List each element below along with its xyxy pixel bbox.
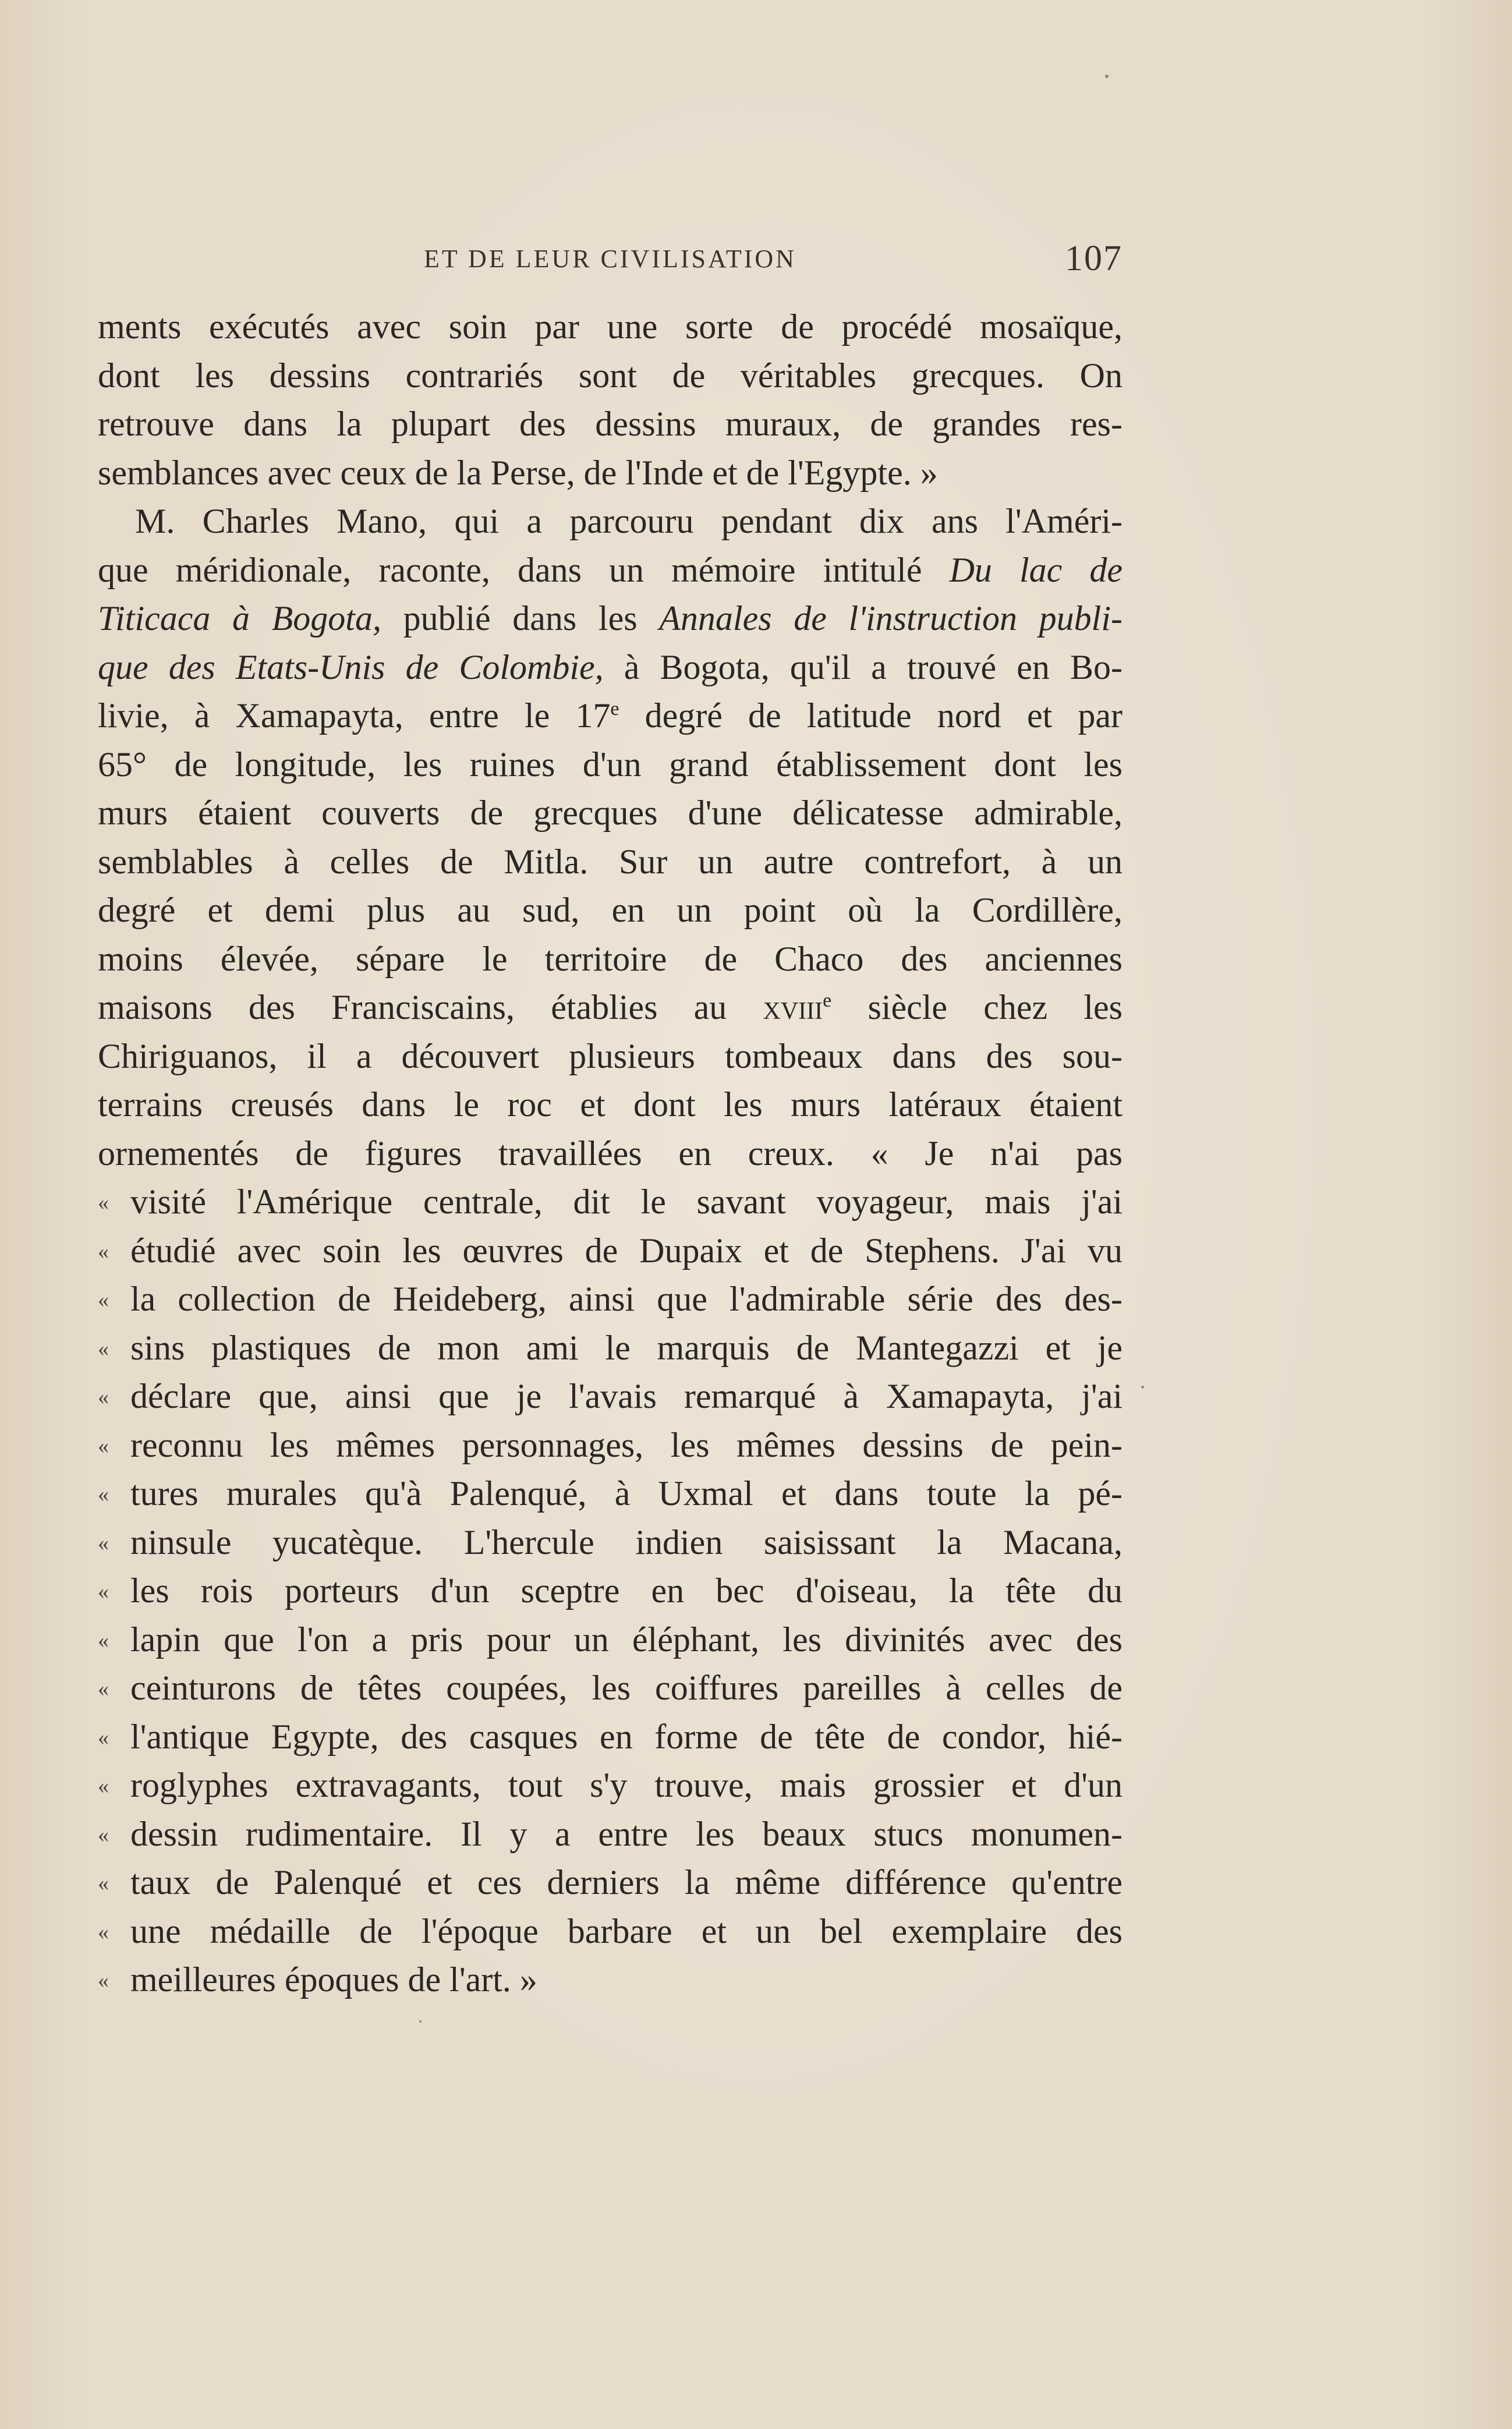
quoted-line: « visité l'Amérique centrale, dit le savant voyageur, mais j'ai <box>98 1178 1123 1227</box>
quoted-line: « meilleures époques de l'art. » <box>98 1956 1123 2005</box>
quoted-line: « reconnu les mêmes personnages, les mêmes dessins de pein- <box>98 1421 1123 1470</box>
text-line: ments exécutés avec soin par une sorte de procédé mosaïque, <box>98 307 1123 346</box>
paper-speck <box>1141 1386 1144 1389</box>
text-line: semblances avec ceux de la Perse, de l'Inde et de l'Egypte. » <box>98 453 938 492</box>
quoted-line: « ceinturons de têtes coupées, les coiffures pareilles à celles de <box>98 1664 1123 1713</box>
quote-mark: « <box>98 1628 109 1653</box>
paper-speck <box>1105 75 1109 78</box>
quote-mark: « <box>98 1580 109 1604</box>
quote-mark: « <box>98 1968 109 1993</box>
quote-mark: « <box>98 1531 109 1556</box>
text-line: maisons des Franciscains, établies au xviii$^e$ siècle chez les <box>98 988 1123 1026</box>
quoted-line: « ninsule yucatèque. L'hercule indien saisissant la Macana, <box>98 1518 1123 1567</box>
text-line: semblables à celles de Mitla. Sur un autre contrefort, à un <box>98 842 1123 881</box>
body-text <box>98 303 1123 2005</box>
quoted-line: « tures murales qu'à Palenqué, à Uxmal et dans toute la pé- <box>98 1470 1123 1518</box>
quote-mark: « <box>98 1288 109 1312</box>
quote-mark: « <box>98 1871 109 1896</box>
text-line: ornementés de figures travaillées en creux. « Je n'ai pas <box>98 1134 1123 1173</box>
text-line: dont les dessins contrariés sont de véritables grecques. On <box>98 356 1123 395</box>
text-line: terrains creusés dans le roc et dont les murs latéraux étaient <box>98 1085 1123 1124</box>
quoted-line: « lapin que l'on a pris pour un éléphant, les divinités avec des <box>98 1616 1123 1665</box>
quote-mark: « <box>98 1774 109 1798</box>
text-line: que des Etats-Unis de Colombie, à Bogota, qu'il a trouvé en Bo- <box>98 647 1123 686</box>
text-line: retrouve dans la plupart des dessins muraux, de grandes res- <box>98 405 1123 443</box>
quote-mark: « <box>98 1677 109 1701</box>
quoted-line: « dessin rudimentaire. Il y a entre les beaux stucs monumen- <box>98 1810 1123 1859</box>
running-title: ET DE LEUR CIVILISATION <box>424 245 796 273</box>
quote-mark: « <box>98 1385 109 1410</box>
text-line: degré et demi plus au sud, en un point où la Cordillère, <box>98 891 1123 929</box>
text-line: murs étaient couverts de grecques d'une délicatesse admirable, <box>98 794 1123 832</box>
text-line: moins élevée, sépare le territoire de Chaco des anciennes <box>98 939 1123 978</box>
text-line: M. Charles Mano, qui a parcouru pendant dix ans l'Améri- <box>135 502 1123 540</box>
quoted-line: « une médaille de l'époque barbare et un bel exemplaire des <box>98 1907 1123 1956</box>
quote-mark: « <box>98 1920 109 1945</box>
paper-speck <box>419 2020 422 2023</box>
quoted-line: « les rois porteurs d'un sceptre en bec d'oiseau, la tête du <box>98 1567 1123 1616</box>
quoted-line: « roglyphes extravagants, tout s'y trouve, mais grossier et d'un <box>98 1761 1123 1810</box>
quote-mark: « <box>98 1191 109 1215</box>
page-number: 107 <box>1065 239 1123 278</box>
quoted-line: « l'antique Egypte, des casques en forme de tête de condor, hié- <box>98 1713 1123 1762</box>
quote-mark: « <box>98 1336 109 1361</box>
quoted-line: « étudié avec soin les œuvres de Dupaix et de Stephens. J'ai vu <box>98 1227 1123 1276</box>
quoted-line: « sins plastiques de mon ami le marquis de Mantegazzi et je <box>98 1324 1123 1373</box>
quote-mark: « <box>98 1725 109 1750</box>
quote-mark: « <box>98 1239 109 1264</box>
quote-mark: « <box>98 1482 109 1507</box>
text-line: 65° de longitude, les ruines d'un grand établissement dont les <box>98 745 1123 784</box>
quoted-line: « taux de Palenqué et ces derniers la même différence qu'entre <box>98 1858 1123 1907</box>
text-line: Chiriguanos, il a découvert plusieurs tombeaux dans des sou- <box>98 1036 1123 1075</box>
quoted-line: « déclare que, ainsi que je l'avais remarqué à Xamapayta, j'ai <box>98 1372 1123 1421</box>
text-line: Titicaca à Bogota, publié dans les Annales de l'instruction publi- <box>98 599 1123 638</box>
running-head <box>98 236 1123 282</box>
quote-mark: « <box>98 1433 109 1458</box>
quoted-line: « la collection de Heideberg, ainsi que l'admirable série des des- <box>98 1275 1123 1324</box>
quote-mark: « <box>98 1822 109 1847</box>
text-line: que méridionale, raconte, dans un mémoire intitulé Du lac de <box>98 550 1123 589</box>
text-line: livie, à Xamapayta, entre le 17e degré de latitude nord et par <box>98 696 1123 735</box>
